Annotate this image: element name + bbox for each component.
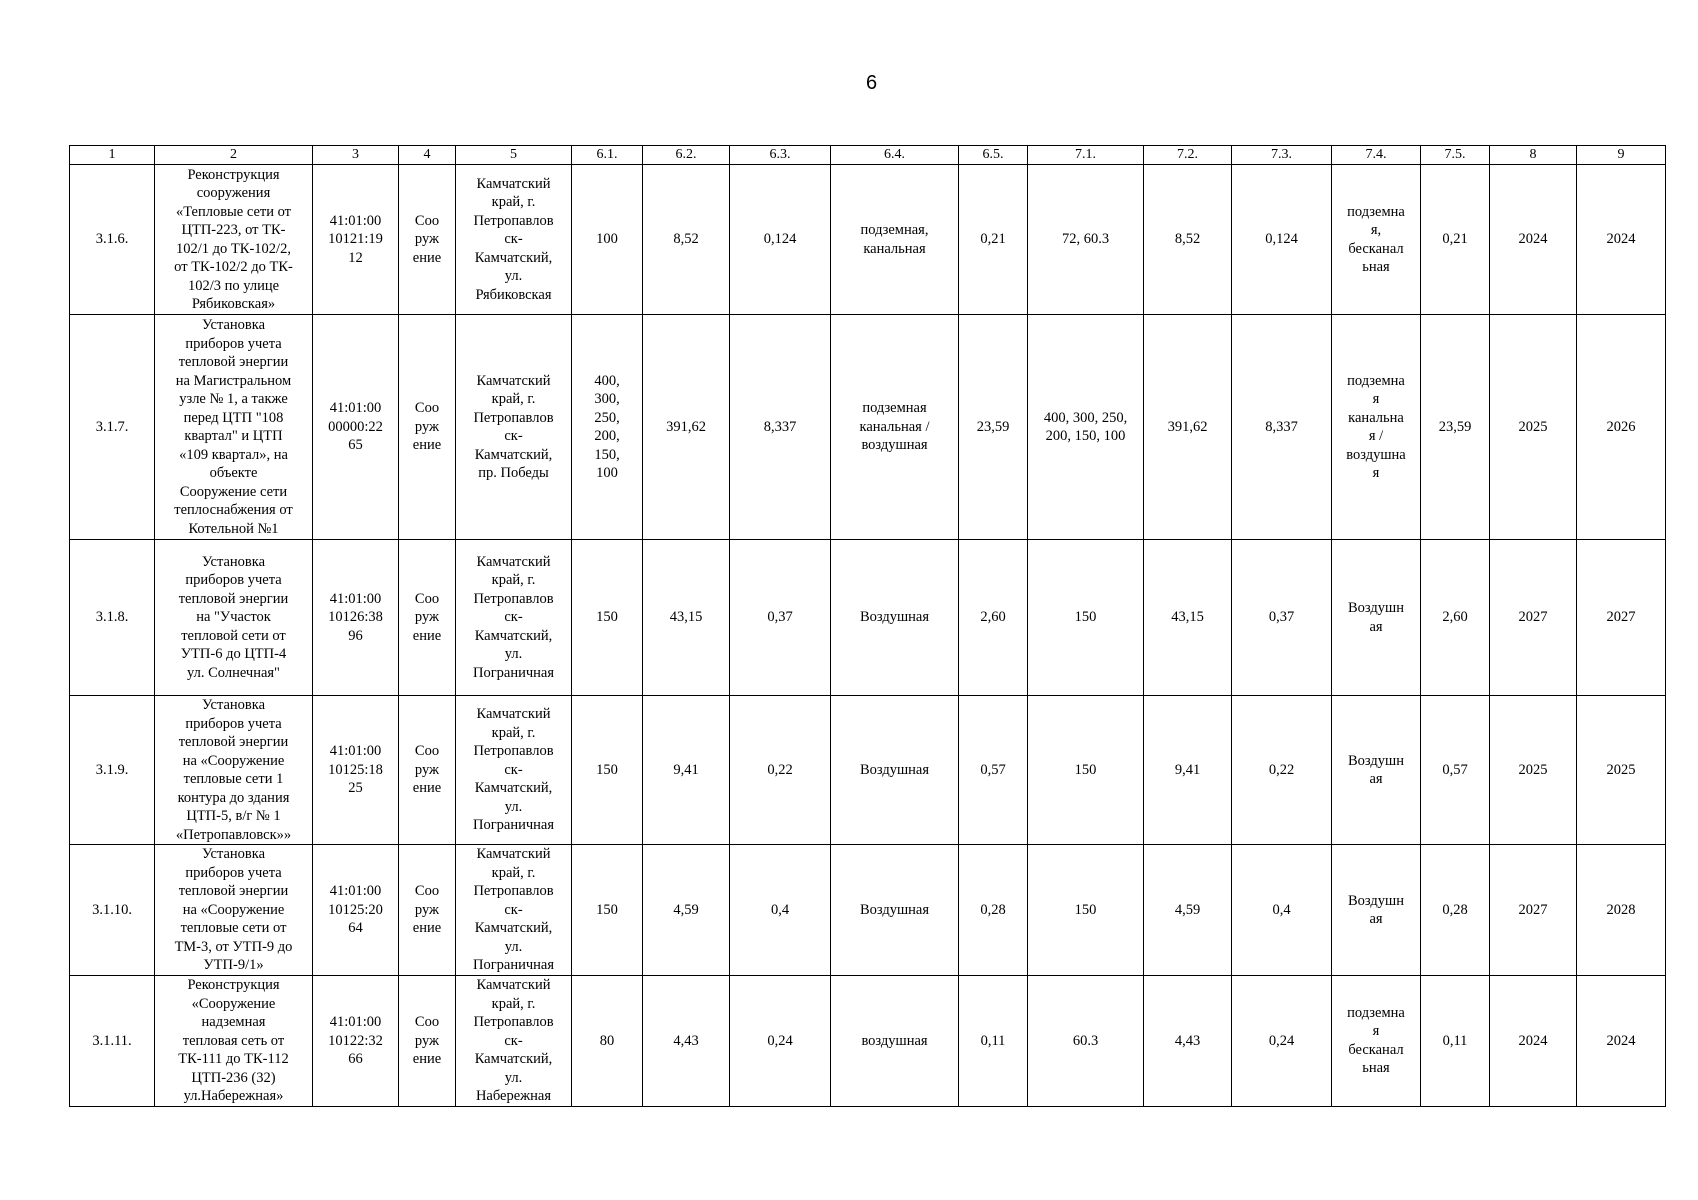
table-row — [70, 315, 1666, 540]
table-cell: подземна я канальна я / воздушна я — [1332, 315, 1421, 540]
table-cell: 0,21 — [1421, 165, 1490, 315]
table-cell: 150 — [572, 845, 643, 976]
header-cell-col-16: 8 — [1490, 146, 1577, 165]
header-cell-col-8: 6.3. — [730, 146, 831, 165]
table-cell: воздушная — [831, 976, 959, 1107]
table-cell: подземна я, бесканал ьная — [1332, 165, 1421, 315]
table-cell: 0,24 — [1232, 976, 1332, 1107]
table-cell: 0,28 — [959, 845, 1028, 976]
table-row — [70, 540, 1666, 696]
table-cell: Камчатский край, г. Петропавлов ск- Камчатский, ул. Пограничная — [456, 696, 572, 845]
table-cell: 3.1.8. — [70, 540, 155, 696]
table-cell: Установка приборов учета тепловой энергии на "Участок тепловой сети от УТП-6 до ЦТП-4 ул. Солнечная" — [155, 540, 313, 696]
table-cell: 391,62 — [1144, 315, 1232, 540]
table-cell: 3.1.9. — [70, 696, 155, 845]
table-row — [70, 976, 1666, 1107]
table-cell: Соо руж ение — [399, 845, 456, 976]
table-cell: 8,52 — [643, 165, 730, 315]
table-cell: 23,59 — [959, 315, 1028, 540]
table-cell: Камчатский край, г. Петропавлов ск- Камчатский, ул. Набережная — [456, 976, 572, 1107]
header-cell-col-13: 7.3. — [1232, 146, 1332, 165]
header-cell-col-12: 7.2. — [1144, 146, 1232, 165]
table-cell: Реконструкция «Сооружение надземная тепловая сеть от ТК-111 до ТК-112 ЦТП-236 (32) ул.Набережная» — [155, 976, 313, 1107]
header-cell-col-4: 4 — [399, 146, 456, 165]
table-cell: 4,43 — [643, 976, 730, 1107]
table-cell: 41:01:00 10125:20 64 — [313, 845, 399, 976]
table-cell: Установка приборов учета тепловой энергии на Магистральном узле № 1, а также перед ЦТП "108 квартал" и ЦТП «109 квартал», на объекте Сооружение сети теплоснабжения от Котельной №1 — [155, 315, 313, 540]
table-cell: Соо руж ение — [399, 315, 456, 540]
table-cell: 2,60 — [1421, 540, 1490, 696]
table-cell: 41:01:00 10121:19 12 — [313, 165, 399, 315]
table-cell: 0,11 — [959, 976, 1028, 1107]
table-cell: 150 — [1028, 845, 1144, 976]
table-cell: Воздушн ая — [1332, 845, 1421, 976]
table-cell: 8,337 — [730, 315, 831, 540]
header-cell-col-17: 9 — [1577, 146, 1666, 165]
table-cell: 3.1.10. — [70, 845, 155, 976]
table-cell: 8,52 — [1144, 165, 1232, 315]
table-cell: Соо руж ение — [399, 540, 456, 696]
table-cell: 0,124 — [730, 165, 831, 315]
table-cell: 0,4 — [730, 845, 831, 976]
table-cell: 43,15 — [1144, 540, 1232, 696]
page-number: 6 — [865, 72, 878, 94]
header-cell-col-5: 5 — [456, 146, 572, 165]
table-cell: 41:01:00 00000:22 65 — [313, 315, 399, 540]
table-cell: 9,41 — [643, 696, 730, 845]
table-cell: 400, 300, 250, 200, 150, 100 — [572, 315, 643, 540]
table-cell: Камчатский край, г. Петропавлов ск- Камчатский, ул. Пограничная — [456, 845, 572, 976]
header-cell-col-15: 7.5. — [1421, 146, 1490, 165]
table-cell: 2027 — [1577, 540, 1666, 696]
header-cell-col-2: 2 — [155, 146, 313, 165]
table-cell: 80 — [572, 976, 643, 1107]
table-cell: 4,43 — [1144, 976, 1232, 1107]
table-cell: 2024 — [1577, 976, 1666, 1107]
table-cell: 2028 — [1577, 845, 1666, 976]
table-cell: 0,37 — [1232, 540, 1332, 696]
table-cell: 150 — [1028, 540, 1144, 696]
table-cell: 2024 — [1577, 165, 1666, 315]
header-cell-col-9: 6.4. — [831, 146, 959, 165]
table-cell: 0,57 — [959, 696, 1028, 845]
header-cell-col-11: 7.1. — [1028, 146, 1144, 165]
table-cell: 0,124 — [1232, 165, 1332, 315]
table-cell: 4,59 — [643, 845, 730, 976]
table-cell: 150 — [1028, 696, 1144, 845]
table-cell: Камчатский край, г. Петропавлов ск- Камчатский, пр. Победы — [456, 315, 572, 540]
table-cell: 2026 — [1577, 315, 1666, 540]
table-cell: 2024 — [1490, 976, 1577, 1107]
header-cell-col-3: 3 — [313, 146, 399, 165]
table-cell: подземная канальная / воздушная — [831, 315, 959, 540]
table-cell: 3.1.6. — [70, 165, 155, 315]
data-table — [69, 145, 1666, 1107]
table-cell: 4,59 — [1144, 845, 1232, 976]
table-cell: Установка приборов учета тепловой энергии на «Сооружение тепловые сети 1 контура до здания ЦТП-5, в/г № 1 «Петропавловск»» — [155, 696, 313, 845]
header-row — [70, 146, 1666, 165]
table-cell: 0,24 — [730, 976, 831, 1107]
table-cell: 8,337 — [1232, 315, 1332, 540]
table-cell: 2027 — [1490, 845, 1577, 976]
table-cell: 2024 — [1490, 165, 1577, 315]
table-cell: 150 — [572, 696, 643, 845]
header-cell-col-7: 6.2. — [643, 146, 730, 165]
table-cell: 2025 — [1490, 696, 1577, 845]
table-row — [70, 696, 1666, 845]
table-cell: Камчатский край, г. Петропавлов ск- Камчатский, ул. Пограничная — [456, 540, 572, 696]
table-cell: 391,62 — [643, 315, 730, 540]
table-cell: Реконструкция сооружения «Тепловые сети от ЦТП-223, от ТК- 102/1 до ТК-102/2, от ТК-102/2 до ТК- 102/3 по улице Рябиковская» — [155, 165, 313, 315]
table-cell: 41:01:00 10125:18 25 — [313, 696, 399, 845]
table-cell: Воздушн ая — [1332, 696, 1421, 845]
header-cell-col-10: 6.5. — [959, 146, 1028, 165]
table-cell: 0,22 — [1232, 696, 1332, 845]
table-cell: 3.1.7. — [70, 315, 155, 540]
table-cell: 0,22 — [730, 696, 831, 845]
table-cell: 9,41 — [1144, 696, 1232, 845]
table-cell: 2,60 — [959, 540, 1028, 696]
table-cell: Соо руж ение — [399, 696, 456, 845]
table-cell: подземная, канальная — [831, 165, 959, 315]
table-cell: 0,57 — [1421, 696, 1490, 845]
table-cell: 41:01:00 10122:32 66 — [313, 976, 399, 1107]
table-cell: 72, 60.3 — [1028, 165, 1144, 315]
table-cell: Воздушн ая — [1332, 540, 1421, 696]
table-cell: Камчатский край, г. Петропавлов ск- Камчатский, ул. Рябиковская — [456, 165, 572, 315]
header-cell-col-1: 1 — [70, 146, 155, 165]
table-cell: 43,15 — [643, 540, 730, 696]
table-cell: Воздушная — [831, 540, 959, 696]
table-cell: 2027 — [1490, 540, 1577, 696]
table-cell: Установка приборов учета тепловой энергии на «Сооружение тепловые сети от ТМ-3, от УТП-9 до УТП-9/1» — [155, 845, 313, 976]
table-cell: подземна я бесканал ьная — [1332, 976, 1421, 1107]
table-cell: 0,21 — [959, 165, 1028, 315]
table-row — [70, 845, 1666, 976]
table-cell: 41:01:00 10126:38 96 — [313, 540, 399, 696]
table-cell: 100 — [572, 165, 643, 315]
table-cell: 3.1.11. — [70, 976, 155, 1107]
table-cell: Соо руж ение — [399, 165, 456, 315]
table-cell: 0,37 — [730, 540, 831, 696]
table-cell: 0,4 — [1232, 845, 1332, 976]
table-cell: 400, 300, 250, 200, 150, 100 — [1028, 315, 1144, 540]
table-cell: Соо руж ение — [399, 976, 456, 1107]
header-cell-col-6: 6.1. — [572, 146, 643, 165]
table-cell: 2025 — [1577, 696, 1666, 845]
table-cell: 60.3 — [1028, 976, 1144, 1107]
table-cell: 0,28 — [1421, 845, 1490, 976]
table-cell: Воздушная — [831, 696, 959, 845]
table-cell: 0,11 — [1421, 976, 1490, 1107]
table-cell: 150 — [572, 540, 643, 696]
header-cell-col-14: 7.4. — [1332, 146, 1421, 165]
table-cell: Воздушная — [831, 845, 959, 976]
table-cell: 2025 — [1490, 315, 1577, 540]
table-row — [70, 165, 1666, 315]
table-cell: 23,59 — [1421, 315, 1490, 540]
